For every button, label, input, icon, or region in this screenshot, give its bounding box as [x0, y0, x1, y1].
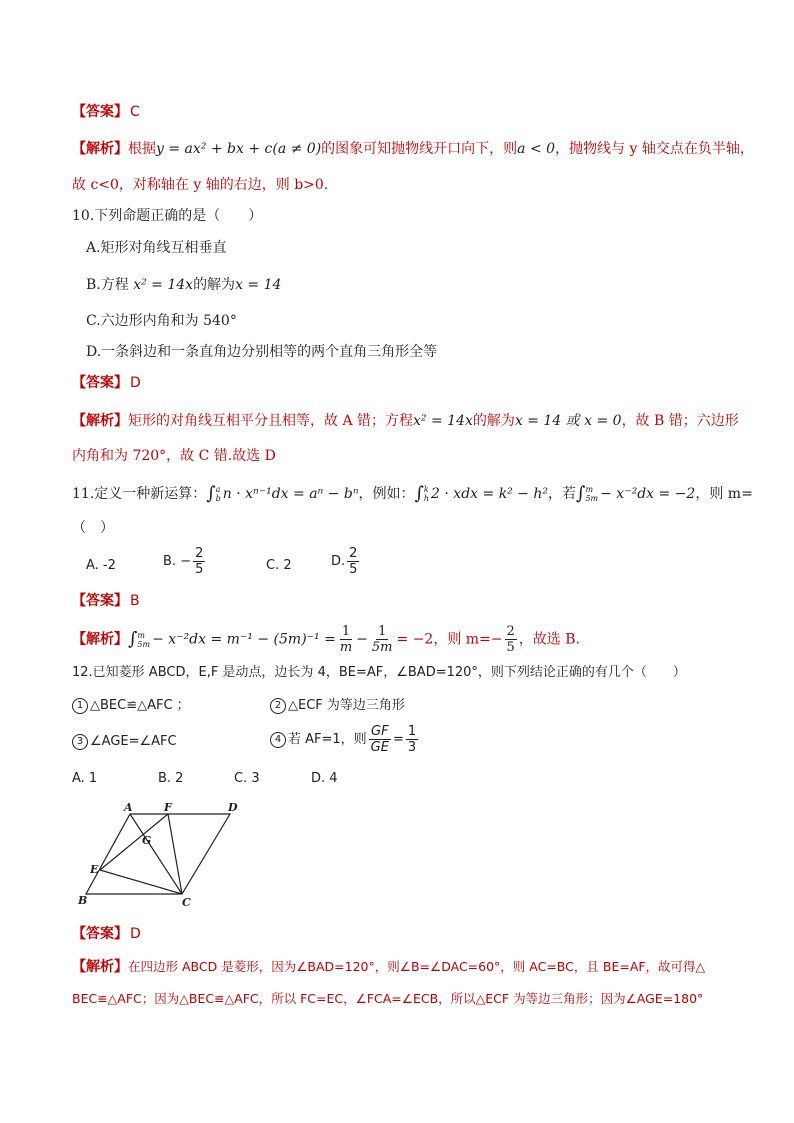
label-d: D [228, 801, 238, 814]
q10-option-b-mid: 的解为 [193, 277, 236, 293]
circled-number-2: 2 [270, 698, 286, 714]
q10-option-b [86, 275, 281, 295]
q11-stem-d: ，则 m= [695, 486, 753, 502]
circled-number-1: 1 [72, 698, 88, 714]
q12-statement-4: 4 若 AF=1，则 $\frac{GF}{GE}$ = $\frac{1}{3}$ [270, 724, 420, 755]
label-a: A [124, 801, 133, 814]
q10-stem: 10.下列命题正确的是（ ） [72, 208, 263, 224]
q11-answer-line [72, 591, 140, 611]
fraction: $\frac{2}{5}$ [195, 546, 204, 577]
label-g: G [142, 834, 152, 847]
q9-analysis-line2: 故 c<0，对称轴在 y 轴的右边，则 b>0. [72, 177, 329, 193]
integral-sign: ∫ [576, 483, 586, 504]
q11-analysis-end: = −2，则 m=− [396, 631, 503, 648]
integral-limits: m 5m [137, 630, 151, 649]
rhombus-abcd [86, 814, 230, 894]
q11-stem-b: ，例如： [358, 486, 415, 502]
q9-analysis-part1: 根据 [128, 141, 156, 157]
integral-limits: m 5m [585, 485, 599, 503]
segment-ef [100, 814, 168, 870]
integral-limits: a b [215, 485, 221, 503]
diagonal-ac [130, 814, 182, 894]
q11-option-d-label: D. [331, 554, 346, 569]
q12-analysis-line1 [72, 957, 705, 977]
label-f: F [164, 801, 172, 814]
fraction: $\frac{1}{m}$ [339, 624, 353, 655]
q10-answer-line [72, 373, 141, 393]
q10-analysis-sol: x = 14 或 x = 0 [514, 413, 622, 429]
q11-ex-expr: 2 · xdx = k² − h² [431, 486, 549, 502]
q10-option-b-sol: x = 14 [235, 277, 282, 293]
q11-answer: B [130, 593, 140, 609]
q10-analysis-line2: 内角和为 720°，故 C 错.故选 D [72, 448, 276, 464]
q11-stem-c: ，若 [548, 486, 577, 502]
circled-number-4: 4 [270, 732, 286, 748]
q12-option-b: B. 2 [158, 771, 184, 786]
q11-stem-a: 11.定义一种新运算： [72, 486, 207, 502]
analysis-label: 【解析】 [72, 631, 128, 648]
q11-analysis-final: ，故选 B. [518, 631, 581, 648]
q10-analysis-line1 [72, 411, 739, 431]
label-b: B [78, 894, 88, 907]
q12-answer-line [72, 924, 141, 944]
q12-statement-1: 1 △BEC≌△AFC ； [72, 696, 190, 716]
q12-option-d: D. 4 [311, 771, 338, 786]
q10-option-a: A.矩形对角线互相垂直 [86, 240, 227, 256]
q11-option-b: B. − $\frac{2}{5}$ [163, 546, 204, 577]
q10-option-d: D.一条斜边和一条直角边分别相等的两个直角三角形全等 [86, 344, 438, 360]
fraction: $\frac{2}{5}$ [506, 624, 515, 655]
integral-sign: ∫ [414, 483, 424, 504]
q10-analysis-eq: x² = 14x [413, 413, 473, 429]
integral-sign: ∫ [206, 483, 216, 504]
q11-stem-line2: （ ） [72, 520, 114, 536]
q11-def-expr: n · xⁿ⁻¹dx = aⁿ − bⁿ [222, 486, 359, 502]
q12-answer: D [130, 926, 141, 942]
q11-option-c: C. 2 [266, 558, 292, 573]
circled-number-3: 3 [72, 734, 88, 750]
q9-cond: a < 0 [517, 141, 556, 157]
segment-ec [100, 870, 182, 894]
q10-option-c: C.六边形内角和为 540° [86, 313, 237, 329]
answer-label: 【答案】 [72, 375, 128, 391]
q12-option-c: C. 3 [234, 771, 260, 786]
q12-statement-2: 2 △ECF 为等边三角形 [270, 696, 405, 716]
analysis-label: 【解析】 [72, 959, 128, 975]
fraction: $\frac{GF}{GE}$ [370, 724, 389, 755]
fraction: $\frac{1}{5m}$ [371, 624, 393, 655]
q11-analysis-line: 【解析】∫ m 5m − x⁻²dx = m⁻¹ − (5m)⁻¹ = $\frac{1}{m}$ − $\frac{1}{5m}$ = −2，则 m=− $\frac{2}{5}$ ，故选 B. [72, 624, 581, 655]
q10-option-b-text: B.方程 [86, 277, 129, 293]
answer-label: 【答案】 [72, 593, 128, 609]
q9-analysis-part3: ，抛物线与 y 轴交点在负半轴， [555, 141, 754, 157]
analysis-label: 【解析】 [72, 141, 128, 157]
answer-label: 【答案】 [72, 104, 128, 120]
q9-answer: C [130, 104, 140, 120]
label-c: C [182, 896, 191, 909]
q12-stem: 12.已知菱形 ABCD，E,F 是动点，边长为 4，BE=AF，∠BAD=120°，则下列结论正确的有几个（ ） [72, 665, 686, 680]
fraction: $\frac{1}{3}$ [407, 724, 417, 755]
q12-option-a: A. 1 [72, 771, 98, 786]
q10-option-b-eq: x² = 14x [133, 277, 194, 293]
q9-formula: y = ax² + bx + c(a ≠ 0) [156, 141, 322, 157]
q12-statement-3: 3 ∠AGE=∠AFC [72, 732, 177, 752]
rhombus-figure [72, 800, 252, 910]
integral-limits: k h [423, 485, 430, 503]
q12-analysis-text1: 在四边形 ABCD 是菱形，因为∠BAD=120°，则∠B=∠DAC=60°，则 AC=BC，且 BE=AF，故可得△ [128, 959, 706, 974]
q9-answer-line [72, 102, 140, 122]
q11-analysis-expr: − x⁻²dx = m⁻¹ − (5m)⁻¹ = [152, 631, 336, 648]
answer-label: 【答案】 [72, 926, 128, 942]
analysis-label: 【解析】 [72, 413, 128, 429]
q9-analysis-part2: 的图象可知抛物线开口向下，则 [321, 141, 518, 157]
q10-analysis-c: ，故 B 错；六边形 [621, 413, 739, 429]
q12-analysis-line2: BEC≌△AFC；因为△BEC≌△AFC，所以 FC=EC，∠FCA=∠ECB，所以△ECF 为等边三角形；因为∠AGE=180° [72, 991, 704, 1006]
q11-cond-expr: − x⁻²dx = −2 [600, 486, 696, 502]
q11-option-b-label: B. [163, 554, 177, 569]
label-e: E [90, 863, 99, 876]
q9-analysis-line1 [72, 139, 754, 159]
q11-stem-line1 [72, 484, 753, 504]
segment-fc [168, 814, 182, 894]
q11-option-a: A. -2 [86, 558, 116, 573]
q10-analysis-a: 矩形的对角线互相平分且相等，故 A 错；方程 [128, 413, 414, 429]
integral-sign: ∫ [128, 628, 138, 650]
fraction: $\frac{2}{5}$ [349, 546, 358, 577]
q10-answer: D [130, 375, 141, 391]
q10-analysis-b: 的解为 [472, 413, 515, 429]
q11-option-d [331, 546, 361, 577]
